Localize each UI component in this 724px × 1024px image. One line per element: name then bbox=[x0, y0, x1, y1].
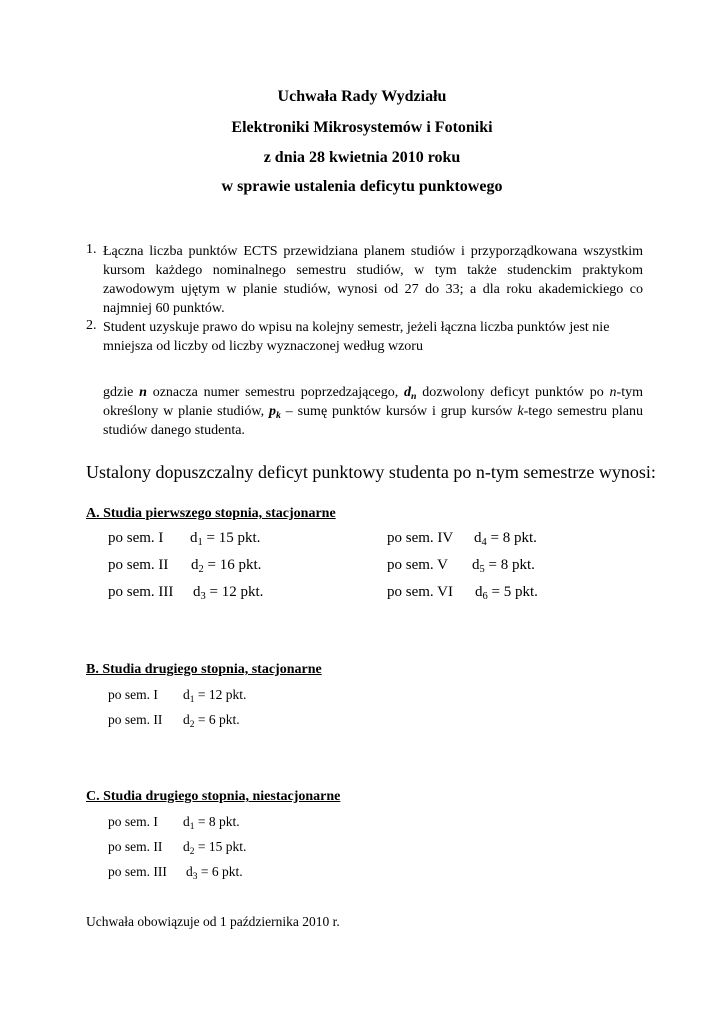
section-b-row-2-value: $d_2 = 6$ pkt. bbox=[183, 712, 240, 730]
formula-explanation: gdzie n oznacza numer semestru poprzedzającego, $d_n$ dozwolony deficyt punktów po n-tym określony w planie studiów, $p_k$ – sumę punktów kursów i grup kursów k-tego semestru planu studiów danego studenta. bbox=[103, 385, 643, 438]
section-a-row-5: po sem. V bbox=[387, 557, 448, 573]
section-c-heading: C. Studia drugiego stopnia, niestacjonarne bbox=[86, 789, 341, 804]
section-a-row-3: po sem. III bbox=[108, 584, 174, 600]
section-a-row-4: po sem. IV bbox=[387, 530, 454, 546]
section-c-row-3-value: $d_3 = 6$ pkt. bbox=[186, 864, 243, 882]
section-a-row-2: po sem. II bbox=[108, 557, 169, 573]
section-c-row-2: po sem. II bbox=[108, 839, 163, 854]
section-a-row-1: po sem. I bbox=[108, 530, 164, 546]
section-a-heading: A. Studia pierwszego stopnia, stacjonarne bbox=[86, 506, 336, 521]
section-b-row-1-value: $d_1 = 12$ pkt. bbox=[183, 687, 247, 705]
section-b-row-2: po sem. II bbox=[108, 712, 163, 727]
section-c-row-3: po sem. III bbox=[108, 864, 167, 879]
section-a-row-4-value: $d_4 = 8$ pkt. bbox=[474, 530, 537, 548]
section-b-row-1: po sem. I bbox=[108, 687, 158, 702]
section-b-heading: B. Studia drugiego stopnia, stacjonarne bbox=[86, 662, 322, 677]
title-line-3: z dnia 28 kwietnia 2010 roku bbox=[263, 149, 461, 166]
section-c-row-1: po sem. I bbox=[108, 814, 158, 829]
point-2-text: Student uzyskuje prawo do wpisu na kolejny semestr, jeżeli łączna liczba punktów jest nie mniejsza od liczby od liczby wyznaczonej według wzoru bbox=[103, 320, 610, 354]
title-line-1: Uchwała Rady Wydziału bbox=[277, 88, 447, 105]
point-2-number: 2. bbox=[86, 318, 97, 333]
summary-text: Ustalony dopuszczalny deficyt punktowy studenta po n-tym semestrze wynosi: bbox=[86, 462, 656, 482]
section-a-row-6-value: $d_6 = 5$ pkt. bbox=[475, 584, 538, 602]
section-a-row-1-value: $d_1 = 15$ pkt. bbox=[190, 530, 261, 548]
point-1-text: Łączna liczba punktów ECTS przewidziana planem studiów i przyporządkowana wszystkim kursom każdego nominalnego semestru studiów, w tym także studenckim praktykom zawodowym ujętym w planie studiów, wynosi od 27 do 33; a dla roku akademickiego co najmniej 60 punktów. bbox=[103, 244, 643, 316]
section-c-row-1-value: $d_1 = 8$ pkt. bbox=[183, 814, 240, 832]
title-line-2: Elektroniki Mikrosystemów i Fotoniki bbox=[231, 119, 493, 136]
section-a-row-3-value: $d_3 = 12$ pkt. bbox=[193, 584, 264, 602]
title-line-4: w sprawie ustalenia deficytu punktowego bbox=[221, 178, 503, 195]
section-a-row-2-value: $d_2 = 16$ pkt. bbox=[191, 557, 262, 575]
section-c-row-2-value: $d_2 = 15$ pkt. bbox=[183, 839, 247, 857]
section-a-row-6: po sem. VI bbox=[387, 584, 453, 600]
footer-text: Uchwała obowiązuje od 1 października 2010 r. bbox=[86, 914, 340, 929]
point-1-number: 1. bbox=[86, 242, 97, 257]
section-a-row-5-value: $d_5 = 8$ pkt. bbox=[472, 557, 535, 575]
